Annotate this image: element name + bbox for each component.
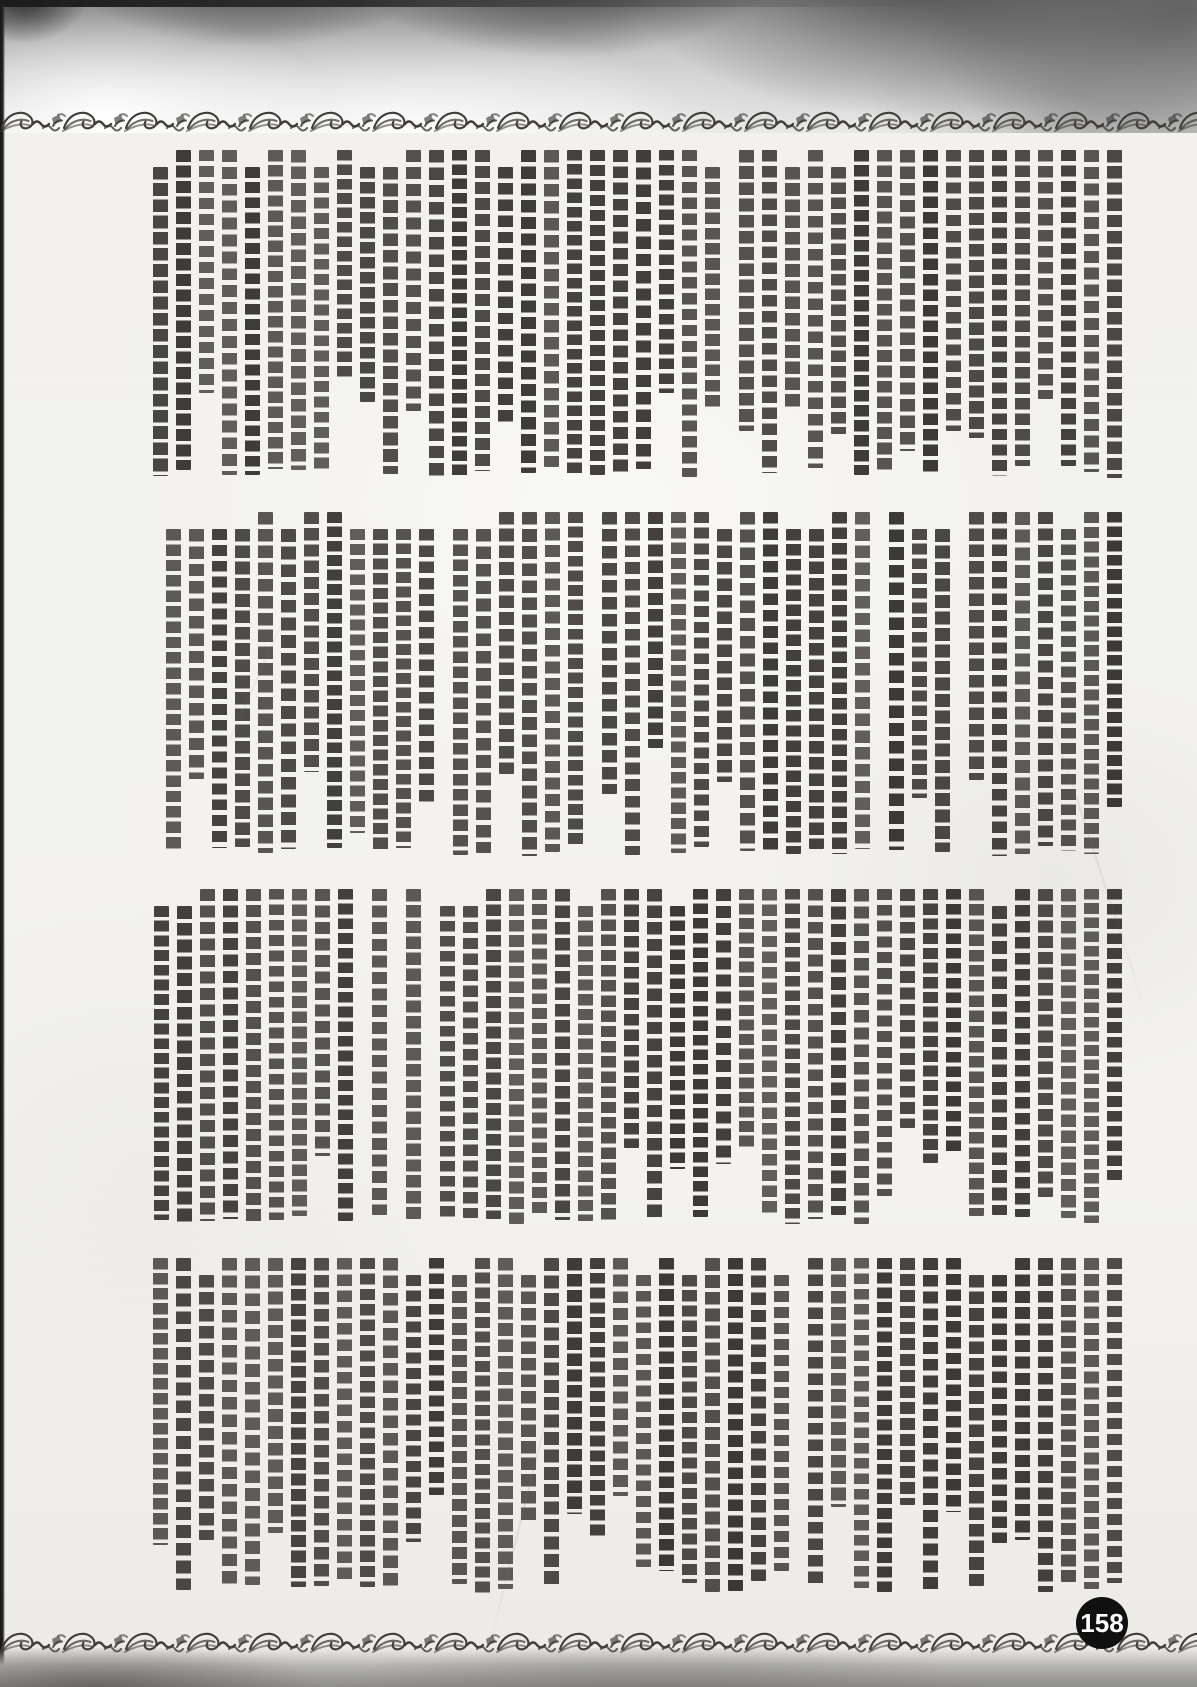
- redacted-text-column: [1038, 150, 1053, 399]
- redacted-text-column: [166, 529, 181, 849]
- redacted-text-column: [670, 906, 685, 1169]
- redacted-text-column: [177, 906, 192, 1225]
- redacted-text-column: [360, 1258, 375, 1587]
- redacted-text-column: [877, 1258, 892, 1592]
- page-number-badge: [1076, 1597, 1128, 1649]
- redacted-text-column: [854, 1258, 869, 1588]
- redacted-text-column: [268, 150, 283, 469]
- redacted-text-column: [498, 1258, 513, 1589]
- redacted-text-column: [946, 1258, 961, 1512]
- redacted-text-column: [716, 889, 731, 1164]
- redacted-text-column: [372, 889, 387, 1215]
- redacted-text-column: [682, 150, 697, 477]
- redacted-text-column: [1061, 1258, 1076, 1582]
- redacted-text-column: [613, 150, 628, 474]
- redacted-text-column: [1015, 889, 1030, 1217]
- redacted-text-column: [717, 529, 732, 782]
- redacted-text-column: [877, 150, 892, 472]
- redacted-text-column: [831, 167, 846, 434]
- redacted-text-column: [693, 889, 708, 1217]
- redacted-text-column: [440, 906, 455, 1220]
- redacted-text-column: [659, 1258, 674, 1571]
- redacted-text-column: [1015, 150, 1030, 466]
- redacted-text-column: [1084, 512, 1099, 854]
- redacted-text-column: [476, 529, 491, 853]
- redacted-text-column: [992, 150, 1007, 476]
- redacted-text-column: [475, 150, 490, 471]
- redacted-text-column: [636, 150, 651, 469]
- redacted-text-column: [314, 1258, 329, 1586]
- redacted-text-column: [291, 150, 306, 470]
- redacted-text-column: [1061, 529, 1076, 851]
- redacted-text-column: [946, 150, 961, 431]
- redacted-text-column: [475, 1258, 490, 1593]
- top-wave-border: [0, 109, 1197, 135]
- redacted-text-column: [809, 529, 824, 849]
- redacted-text-column: [739, 889, 754, 1149]
- redacted-text-column: [659, 150, 674, 393]
- redacted-text-column: [1015, 1258, 1030, 1540]
- redacted-text-column: [337, 1258, 352, 1581]
- redacted-text-column: [406, 150, 421, 411]
- redacted-text-column: [1038, 512, 1053, 846]
- redacted-text-column: [624, 889, 639, 1148]
- redacted-text-column: [889, 512, 904, 850]
- redacted-text-column: [648, 512, 663, 748]
- redacted-text-column: [739, 150, 754, 431]
- redacted-text-column: [923, 150, 938, 472]
- redacted-text-column: [1038, 1258, 1053, 1592]
- redacted-text-column: [935, 529, 950, 852]
- redacted-text-column: [786, 529, 801, 854]
- redacted-text-column: [292, 889, 307, 1216]
- redacted-text-column: [900, 150, 915, 451]
- redacted-text-column: [350, 529, 365, 833]
- redacted-text-column: [281, 529, 296, 849]
- redacted-text-column: [429, 150, 444, 477]
- redacted-text-column: [406, 889, 421, 1219]
- top-wave-border-svg: [0, 109, 1197, 135]
- redacted-text-column: [774, 1275, 789, 1571]
- redacted-text-column: [969, 1275, 984, 1586]
- redacted-text-column: [705, 1258, 720, 1592]
- redacted-text-column: [396, 529, 411, 848]
- redacted-text-column: [532, 889, 547, 1215]
- redacted-text-column: [877, 889, 892, 1196]
- redacted-text-column: [705, 167, 720, 410]
- redacted-text-column: [522, 512, 537, 856]
- redacted-text-column: [1061, 150, 1076, 466]
- redacted-text-column: [1084, 889, 1099, 1223]
- redacted-text-column: [245, 1258, 260, 1585]
- redacted-text-column: [314, 167, 329, 472]
- redacted-text-column: [578, 906, 593, 1221]
- bottom-wave-border: [0, 1630, 1197, 1656]
- redacted-text-column: [212, 529, 227, 848]
- redacted-text-column: [946, 889, 961, 1152]
- redacted-text-column: [785, 167, 800, 410]
- redacted-text-column: [740, 512, 755, 851]
- redacted-text-column: [808, 889, 823, 1219]
- text-block-1-redacted-prose: [148, 150, 1122, 478]
- redacted-text-column: [555, 889, 570, 1220]
- redacted-text-column: [499, 512, 514, 774]
- redacted-text-column: [923, 889, 938, 1163]
- text-block-2-redacted-prose: [148, 512, 1122, 857]
- redacted-text-column: [831, 1258, 846, 1507]
- redacted-text-column: [1038, 889, 1053, 1197]
- redacted-text-column: [521, 150, 536, 473]
- redacted-text-column: [406, 1275, 421, 1542]
- redacted-text-column: [992, 906, 1007, 1215]
- redacted-text-column: [602, 512, 617, 794]
- redacted-text-column: [647, 889, 662, 1220]
- redacted-text-column: [176, 150, 191, 470]
- redacted-text-column: [246, 889, 261, 1222]
- redacted-text-column: [1084, 1258, 1099, 1589]
- redacted-text-column: [189, 529, 204, 779]
- redacted-text-column: [452, 1275, 467, 1584]
- redacted-text-column: [176, 1258, 191, 1590]
- redacted-text-column: [258, 512, 273, 853]
- redacted-text-column: [625, 512, 640, 855]
- redacted-text-column: [751, 1258, 766, 1581]
- redacted-text-column: [1107, 1258, 1122, 1583]
- redacted-text-column: [854, 150, 869, 475]
- redacted-text-column: [452, 150, 467, 478]
- redacted-text-column: [992, 512, 1007, 856]
- scan-edge-left: [0, 6, 5, 1687]
- redacted-text-column: [153, 1258, 168, 1545]
- redacted-text-column: [682, 1275, 697, 1583]
- redacted-text-column: [337, 150, 352, 377]
- redacted-text-column: [222, 150, 237, 475]
- redacted-text-column: [338, 889, 353, 1221]
- redacted-text-column: [199, 150, 214, 393]
- redacted-text-column: [463, 906, 478, 1218]
- redacted-text-column: [900, 1258, 915, 1505]
- redacted-text-column: [1107, 889, 1122, 1180]
- text-block-4-redacted-prose: [148, 1258, 1122, 1593]
- bottom-wave-border-svg: [0, 1630, 1197, 1656]
- redacted-text-column: [1015, 512, 1030, 854]
- redacted-text-column: [291, 1258, 306, 1587]
- redacted-text-column: [762, 150, 777, 473]
- redacted-text-column: [545, 512, 560, 852]
- redacted-text-column: [900, 889, 915, 1128]
- redacted-text-column: [762, 889, 777, 1214]
- redacted-text-column: [154, 906, 169, 1220]
- redacted-text-column: [315, 889, 330, 1156]
- redacted-text-column: [636, 1275, 651, 1567]
- redacted-text-column: [808, 150, 823, 468]
- scan-edge-top: [0, 0, 1197, 7]
- redacted-text-column: [568, 512, 583, 845]
- redacted-text-column: [969, 150, 984, 438]
- redacted-text-column: [728, 1258, 743, 1591]
- redacted-text-column: [1107, 150, 1122, 478]
- redacted-text-column: [992, 1275, 1007, 1543]
- redacted-text-column: [763, 512, 778, 850]
- redacted-text-column: [694, 512, 709, 847]
- page-number: 158: [1080, 1607, 1124, 1638]
- redacted-text-column: [544, 1258, 559, 1586]
- redacted-text-column: [200, 889, 215, 1221]
- redacted-text-column: [222, 1258, 237, 1584]
- redacted-text-column: [268, 1258, 283, 1533]
- redacted-text-column: [808, 1258, 823, 1588]
- redacted-text-column: [590, 1258, 605, 1539]
- redacted-text-column: [360, 167, 375, 402]
- redacted-text-column: [832, 512, 847, 854]
- redacted-text-column: [486, 889, 501, 1219]
- redacted-text-column: [245, 167, 260, 475]
- redacted-text-column: [912, 529, 927, 798]
- redacted-text-column: [429, 1258, 444, 1495]
- redacted-text-column: [509, 889, 524, 1224]
- redacted-text-column: [567, 150, 582, 475]
- redacted-text-column: [269, 889, 284, 1220]
- redacted-text-column: [304, 512, 319, 772]
- redacted-text-column: [1084, 150, 1099, 472]
- redacted-text-column: [969, 512, 984, 780]
- redacted-text-column: [855, 512, 870, 849]
- redacted-text-column: [373, 529, 388, 850]
- redacted-text-column: [1107, 512, 1122, 807]
- redacted-text-column: [854, 889, 869, 1224]
- redacted-text-column: [567, 1258, 582, 1514]
- redacted-text-column: [153, 167, 168, 476]
- redacted-text-column: [590, 150, 605, 475]
- redacted-text-column: [419, 529, 434, 803]
- redacted-text-column: [521, 1275, 536, 1523]
- redacted-text-column: [601, 889, 616, 1220]
- redacted-text-column: [383, 1258, 398, 1588]
- text-block-3-redacted-prose: [148, 889, 1122, 1225]
- redacted-text-column: [923, 1258, 938, 1592]
- redacted-text-column: [613, 1258, 628, 1496]
- redacted-text-column: [969, 889, 984, 1216]
- redacted-text-column: [223, 889, 238, 1219]
- redacted-text-column: [785, 889, 800, 1224]
- redacted-text-column: [498, 167, 513, 423]
- redacted-text-column: [383, 167, 398, 474]
- redacted-text-column: [199, 1275, 214, 1540]
- redacted-text-column: [453, 529, 468, 855]
- redacted-text-column: [544, 150, 559, 467]
- redacted-text-column: [235, 529, 250, 847]
- redacted-text-column: [671, 512, 686, 853]
- redacted-text-column: [327, 512, 342, 848]
- redacted-text-column: [831, 889, 846, 1215]
- redacted-text-column: [1061, 889, 1076, 1218]
